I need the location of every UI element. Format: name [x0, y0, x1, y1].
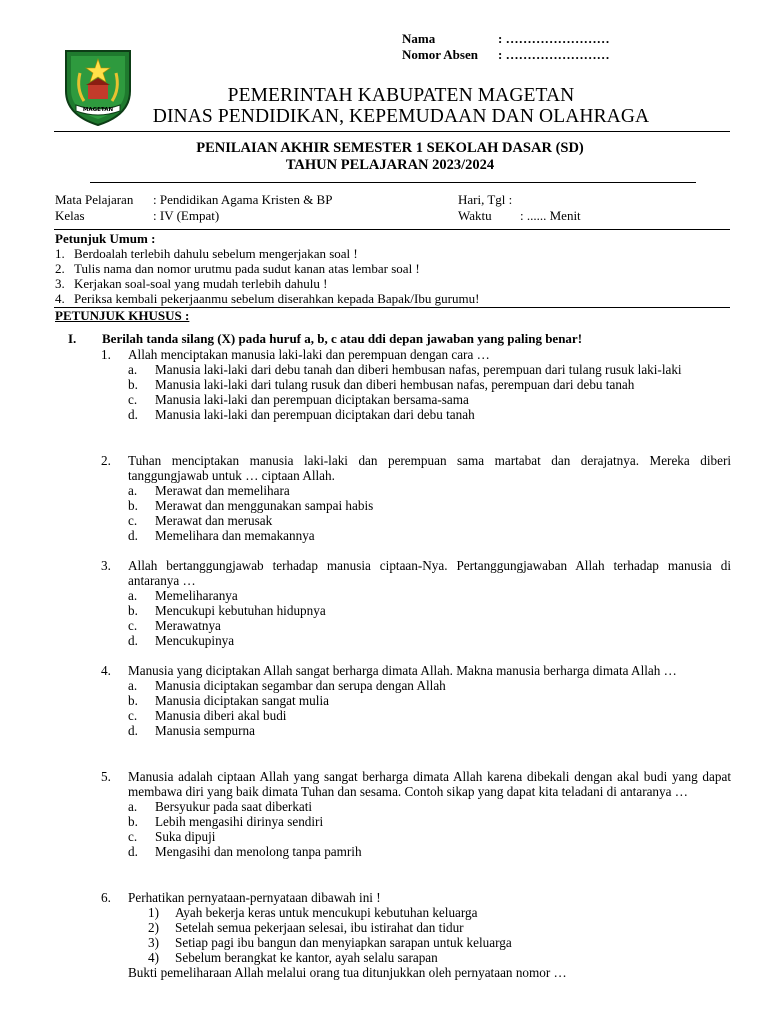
- info-divider: [54, 229, 730, 230]
- answer-option[interactable]: d. Manusia sempurna: [128, 723, 255, 738]
- schedule-info: [458, 192, 581, 224]
- answer-option[interactable]: b. Merawat dan menggunakan sampai habis: [128, 498, 374, 513]
- question: 5. Manusia adalah ciptaan Allah yang sangat berharga dimata Allah karena dibekali dengan akal budi yang dapat membawa diri yang baik dimata Tuhan dan sesama. Contoh sikap yang dapat kita teladani di antaranya … a. Bersyukur pada saat diberkati b. Lebih mengasihi dirinya sendiri c. Suka dipuji d. Mengasihi dan menolong tanpa pamrih: [101, 769, 731, 859]
- name-field[interactable]: : ……………………: [498, 31, 610, 46]
- answer-option[interactable]: c. Manusia diberi akal budi: [128, 708, 287, 723]
- answer-option[interactable]: b. Mencukupi kebutuhan hidupnya: [128, 603, 326, 618]
- class-label: Kelas: [55, 208, 85, 223]
- general-heading: Petunjuk Umum :: [55, 231, 156, 246]
- answer-option[interactable]: c. Suka dipuji: [128, 829, 216, 844]
- general-item: 1. Berdoalah terlebih dahulu sebelum mengerjakan soal !: [55, 246, 358, 261]
- question: 3. Allah bertanggungjawab terhadap manusia ciptaan-Nya. Pertanggungjawaban Allah terhadap manusia di antaranya … a. Memeliharanya b. Mencukupi kebutuhan hidupnya c. Merawatnya d. Mencukupinya: [101, 558, 731, 648]
- absen-field[interactable]: : ……………………: [498, 47, 610, 62]
- answer-option[interactable]: a. Memeliharanya: [128, 588, 238, 603]
- answer-option[interactable]: a. Bersyukur pada saat diberkati: [128, 799, 313, 814]
- answer-option[interactable]: b. Manusia laki-laki dari tulang rusuk dan diberi hembusan nafas, perempuan dari debu tanah: [128, 377, 635, 392]
- absen-label: Nomor Absen: [402, 47, 478, 62]
- general-item: 2. Tulis nama dan nomor urutmu pada sudut kanan atas lembar soal !: [55, 261, 420, 276]
- answer-option[interactable]: c. Merawatnya: [128, 618, 221, 633]
- answer-option[interactable]: d. Memelihara dan memakannya: [128, 528, 315, 543]
- magetan-logo: [60, 45, 136, 127]
- date-label: Hari, Tgl :: [458, 192, 513, 207]
- answer-option[interactable]: a. Manusia diciptakan segambar dan serupa dengan Allah: [128, 678, 446, 693]
- question-text: Allah menciptakan manusia laki-laki dan perempuan dengan cara …: [128, 347, 490, 362]
- answer-option[interactable]: a. Manusia laki-laki dari debu tanah dan diberi hembusan nafas, perempuan dari tulang rusuk laki-laki: [128, 362, 682, 377]
- statement-item: 2) Setelah semua pekerjaan selesai, ibu istirahat dan tidur: [148, 920, 464, 935]
- student-info: [402, 31, 610, 63]
- section-text: Berilah tanda silang (X) pada huruf a, b, c atau ddi depan jawaban yang paling benar!: [102, 331, 583, 346]
- institution-line-1: PEMERINTAH KABUPATEN MAGETAN: [227, 85, 575, 106]
- header-divider: [54, 131, 730, 132]
- question-tail: Bukti pemeliharaan Allah melalui orang tua ditunjukkan oleh pernyataan nomor …: [128, 965, 567, 980]
- exam-year: TAHUN PELAJARAN 2023/2024: [285, 157, 495, 173]
- name-label: Nama: [402, 31, 436, 46]
- question: 2. Tuhan menciptakan manusia laki-laki dan perempuan sama martabat dan derajatnya. Mereka diberi tanggungjawab untuk … ciptaan Allah. a. Merawat dan memelihara b. Merawat dan menggunakan sampai habis c. Merawat dan merusak d. Memelihara dan memakannya: [101, 453, 731, 543]
- exam-title: PENILAIAN AKHIR SEMESTER 1 SEKOLAH DASAR (SD): [196, 140, 584, 156]
- question-text: Tuhan menciptakan manusia laki-laki dan perempuan sama martabat dan derajatnya. Mereka diberi tanggungjawab untuk … ciptaan Allah.: [128, 453, 731, 483]
- subject-info: [55, 192, 332, 224]
- question: 6. Perhatikan pernyataan-pernyataan dibawah ini ! 1) Ayah bekerja keras untuk mencukupi kebutuhan keluarga 2) Setelah semua pekerjaan selesai, ibu istirahat dan tidur 3) Setiap pagi ibu bangun dan menyiapkan sarapan untuk keluarga 4) Sebelum berangkat ke kantor, ayah selalu sarapan Bukti pemeliharaan Allah melalui orang tua ditunjukkan oleh pernyataan nomor …: [101, 890, 731, 980]
- question: 1. Allah menciptakan manusia laki-laki dan perempuan dengan cara … a. Manusia laki-laki dari debu tanah dan diberi hembusan nafas, perempuan dari tulang rusuk laki-laki b. Manusia laki-laki dari tulang rusuk dan diberi hembusan nafas, perempuan dari debu tanah c. Manusia laki-laki dan perempuan diciptakan bersama-sama d. Manusia laki-laki dan perempuan diciptakan dari debu tanah: [101, 347, 731, 422]
- answer-option[interactable]: b. Manusia diciptakan sangat mulia: [128, 693, 329, 708]
- svg-text:MAGETAN: MAGETAN: [82, 107, 114, 113]
- section-numeral: I.: [68, 331, 77, 346]
- class-value: : IV (Empat): [153, 208, 220, 223]
- answer-option[interactable]: d. Manusia laki-laki dan perempuan diciptakan dari debu tanah: [128, 407, 475, 422]
- statement-item: 1) Ayah bekerja keras untuk mencukupi kebutuhan keluarga: [148, 905, 478, 920]
- time-label: Waktu: [458, 208, 492, 223]
- statement-item: 4) Sebelum berangkat ke kantor, ayah selalu sarapan: [148, 950, 438, 965]
- general-item: 4. Periksa kembali pekerjaanmu sebelum diserahkan kepada Bapak/Ibu gurumu!: [55, 291, 480, 306]
- subject-value: : Pendidikan Agama Kristen & BP: [153, 192, 333, 207]
- time-value: : ...... Menit: [520, 208, 581, 223]
- question-text: Allah bertanggungjawab terhadap manusia ciptaan-Nya. Pertanggungjawaban Allah terhadap manusia di antaranya …: [128, 558, 731, 588]
- answer-option[interactable]: d. Mengasihi dan menolong tanpa pamrih: [128, 844, 362, 859]
- question-text: Perhatikan pernyataan-pernyataan dibawah ini !: [128, 890, 381, 905]
- answer-option[interactable]: c. Manusia laki-laki dan perempuan diciptakan bersama-sama: [128, 392, 469, 407]
- general-item: 3. Kerjakan soal-soal yang mudah terlebih dahulu !: [55, 276, 328, 291]
- question-text: Manusia yang diciptakan Allah sangat berharga dimata Allah. Makna manusia berharga dimata Allah …: [128, 663, 677, 678]
- question: 4. Manusia yang diciptakan Allah sangat berharga dimata Allah. Makna manusia berharga dimata Allah … a. Manusia diciptakan segambar dan serupa dengan Allah b. Manusia diciptakan sangat mulia c. Manusia diberi akal budi d. Manusia sempurna: [101, 663, 731, 738]
- answer-option[interactable]: b. Lebih mengasihi dirinya sendiri: [128, 814, 324, 829]
- answer-option[interactable]: d. Mencukupinya: [128, 633, 235, 648]
- section-instruction: [68, 331, 732, 346]
- general-instructions: [55, 231, 731, 306]
- statement-item: 3) Setiap pagi ibu bangun dan menyiapkan sarapan untuk keluarga: [148, 935, 512, 950]
- answer-option[interactable]: c. Merawat dan merusak: [128, 513, 273, 528]
- question-text: Manusia adalah ciptaan Allah yang sangat berharga dimata Allah karena dibekali dengan akal budi yang dapat membawa diri yang baik dimata Tuhan dan sesama. Contoh sikap yang dapat kita teladani di antaranya …: [128, 769, 731, 799]
- institution-line-2: DINAS PENDIDIKAN, KEPEMUDAAN DAN OLAHRAGA: [152, 106, 650, 127]
- special-heading: PETUNJUK KHUSUS :: [55, 308, 190, 323]
- subject-label: Mata Pelajaran: [55, 192, 134, 207]
- title-divider: [90, 182, 696, 183]
- answer-option[interactable]: a. Merawat dan memelihara: [128, 483, 290, 498]
